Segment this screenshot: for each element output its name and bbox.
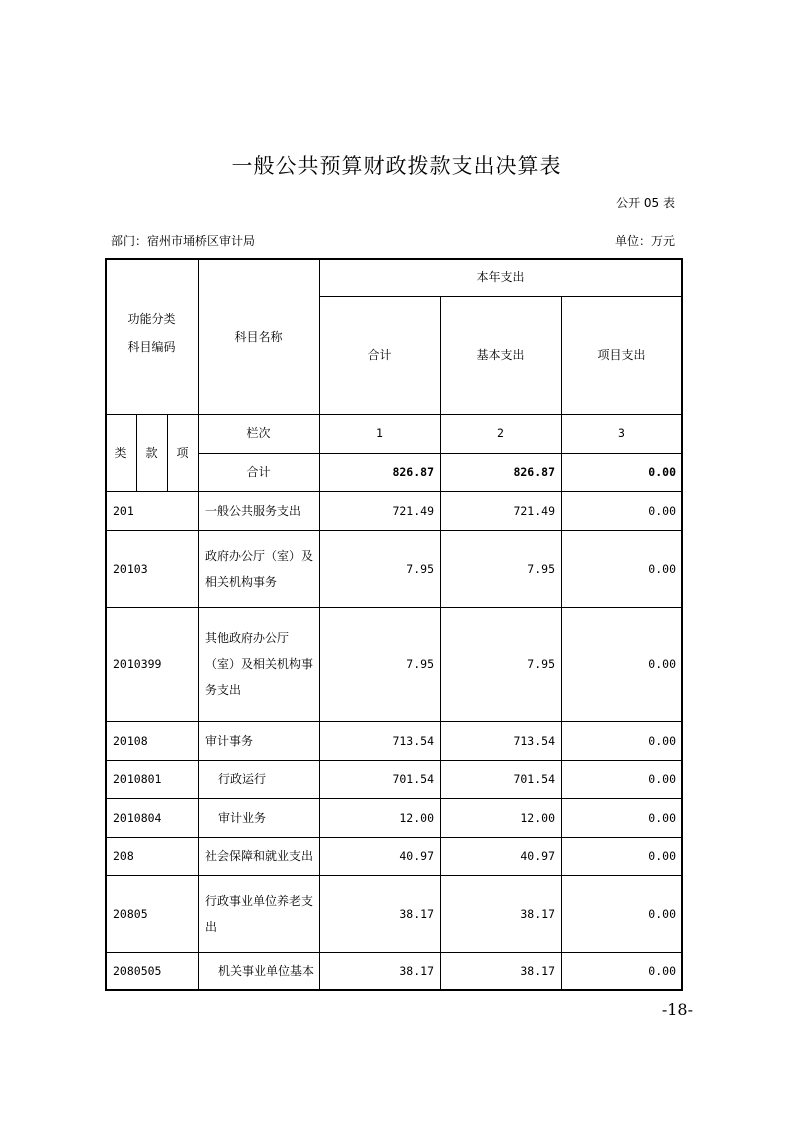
table-row-code: 2010801	[113, 772, 162, 786]
table-row-basic: 7.95	[527, 657, 555, 671]
summary-label: 合计	[246, 465, 271, 479]
table-row-code: 20108	[113, 733, 148, 748]
table-border-bottom	[105, 989, 683, 991]
table-row-basic: 40.97	[520, 849, 555, 863]
table-row-code: 2010804	[113, 810, 162, 825]
current-year-header: 本年支出	[476, 270, 525, 284]
total-header: 合计	[367, 348, 392, 362]
func-class-header	[105, 310, 198, 356]
table-border-left	[105, 258, 107, 991]
row-line-colno	[198, 453, 683, 454]
table-row-basic: 721.49	[513, 503, 555, 518]
form-code: 公开 05 表	[616, 196, 675, 210]
subject-name-header: 科目名称	[234, 330, 283, 344]
table-border-top	[105, 258, 683, 260]
page-title: 一般公共预算财政拨款支出决算表	[231, 154, 562, 178]
table-row-project: 0.00	[648, 849, 676, 863]
table-row-code: 201	[113, 503, 134, 518]
lei-header: 类	[114, 446, 127, 460]
table-row-name: 行政运行	[218, 772, 267, 786]
project-header: 项目支出	[597, 348, 646, 362]
table-row-total: 40.97	[399, 849, 434, 863]
table-row-code: 20805	[113, 906, 148, 921]
column-no-3: 3	[618, 426, 625, 440]
table-row-project: 0.00	[648, 772, 676, 786]
table-row-basic: 38.17	[520, 906, 555, 921]
table-row-name: 政府办公厅（室）及相关机构事务	[205, 548, 314, 589]
table-row-total: 713.54	[392, 733, 434, 748]
table-row-total: 701.54	[392, 772, 434, 786]
table-border-right	[681, 258, 683, 991]
kuan-header: 款	[145, 446, 158, 460]
table-row-basic: 38.17	[520, 963, 555, 978]
table-row-basic: 12.00	[520, 810, 555, 825]
table-row-basic: 7.95	[527, 561, 555, 576]
department-label: 部门：宿州市埇桥区审计局	[111, 234, 256, 248]
table-row-basic: 701.54	[513, 772, 555, 786]
unit-label: 单位：万元	[614, 234, 675, 248]
table-row-name: 行政事业单位养老支出	[205, 893, 314, 934]
table-row-name: 其他政府办公厅（室）及相关机构事务支出	[205, 631, 314, 697]
column-no-1: 1	[376, 426, 383, 440]
table-row-name: 一般公共服务支出	[205, 503, 302, 518]
table-row-project: 0.00	[648, 733, 676, 748]
table-row-code: 2010399	[113, 657, 162, 671]
table-row-basic: 713.54	[513, 733, 555, 748]
column-no-2: 2	[497, 426, 504, 440]
table-row-total: 38.17	[399, 906, 434, 921]
func-class-line2: 科目编码	[127, 340, 176, 354]
table-row-code: 20103	[113, 561, 148, 576]
expenditure-table	[105, 258, 683, 991]
table-row-total: 7.95	[406, 561, 434, 576]
summary-basic: 826.87	[513, 465, 555, 479]
table-row-name: 审计业务	[218, 810, 267, 825]
table-row-project: 0.00	[648, 657, 676, 671]
table-row-project: 0.00	[648, 810, 676, 825]
table-row-project: 0.00	[648, 906, 676, 921]
table-row-total: 721.49	[392, 503, 434, 518]
table-row-code: 2080505	[113, 963, 162, 978]
table-row-project: 0.00	[648, 561, 676, 576]
summary-total: 826.87	[392, 465, 434, 479]
xiang-header: 项	[176, 446, 189, 460]
table-row-code: 208	[113, 849, 134, 863]
row-line-year	[319, 296, 682, 297]
basic-header: 基本支出	[476, 348, 525, 362]
page-number: -18-	[661, 1000, 693, 1019]
table-row-name: 社会保障和就业支出	[205, 849, 314, 863]
table-row-total: 7.95	[406, 657, 434, 671]
row-line-header	[105, 414, 683, 415]
column-no-label: 栏次	[246, 426, 271, 440]
summary-project: 0.00	[648, 465, 676, 479]
table-row-total: 12.00	[399, 810, 434, 825]
table-row-project: 0.00	[648, 503, 676, 518]
table-row-total: 38.17	[399, 963, 434, 978]
table-row-name: 机关事业单位基本	[218, 963, 315, 978]
table-row-name: 审计事务	[205, 733, 254, 748]
table-row-project: 0.00	[648, 963, 676, 978]
func-class-line1: 功能分类	[127, 312, 176, 326]
